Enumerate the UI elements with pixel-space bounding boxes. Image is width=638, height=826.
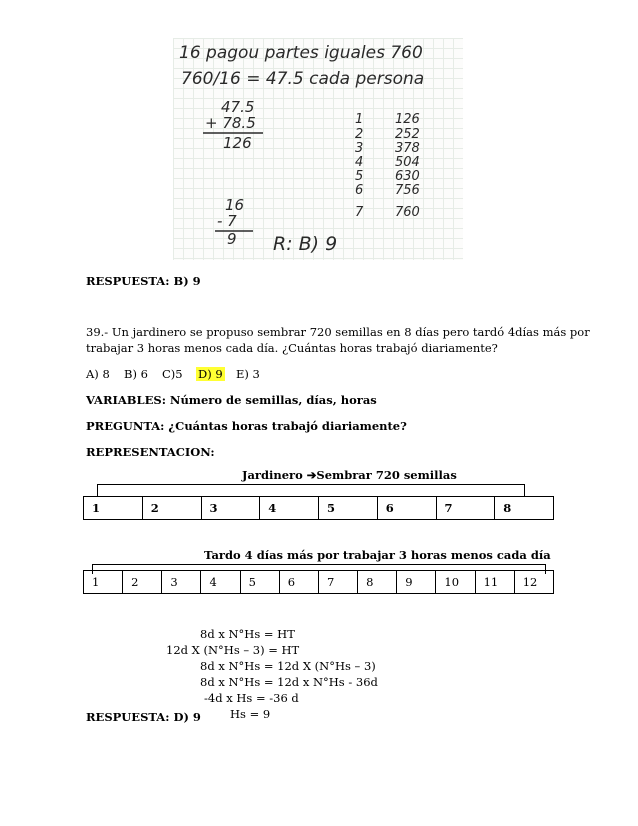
table1-cell: 6 (377, 497, 436, 520)
hw-sub-a: 16 (225, 196, 245, 214)
table1-label (242, 467, 457, 483)
table1-cell: 4 (260, 497, 319, 520)
table1-cell: 1 (84, 497, 143, 520)
table1-cell: 8 (495, 497, 554, 520)
table1-cell: 3 (201, 497, 260, 520)
hw-sub-r: 9 (227, 230, 237, 248)
equation-6: Hs = 9 (230, 707, 271, 721)
equation-2: 12d X (N°Hs – 3) = HT (166, 643, 300, 657)
hw-mult-right-6: 760 (395, 205, 420, 220)
table1-cell: 7 (436, 497, 495, 520)
table1-label-b: Sembrar 720 semillas (316, 468, 457, 482)
option-a: A) 8 (86, 367, 110, 381)
hw-mult-left-6: 7 (355, 205, 364, 220)
hw-mult-right-5: 756 (395, 183, 420, 198)
pregunta: PREGUNTA: ¿Cuántas horas trabajó diariamente? (86, 419, 407, 433)
table2-cell: 8 (358, 571, 397, 594)
arrow-icon: ➔ (306, 468, 317, 482)
hw-add-b: + 78.5 (205, 114, 256, 132)
hw-mult-left-2: 3 (355, 141, 364, 156)
table2-cell: 7 (318, 571, 357, 594)
table2-cell: 6 (279, 571, 318, 594)
table1-cell: 5 (319, 497, 378, 520)
hw-mult-left-0: 1 (355, 112, 364, 127)
table2-cell: 9 (397, 571, 436, 594)
problem-line-2: trabajar 3 horas menos cada día. ¿Cuántas horas trabajó diariamente? (86, 341, 498, 355)
table1-cell: 2 (142, 497, 201, 520)
option-d-highlighted: D) 9 (198, 367, 223, 381)
hw-mult-right-0: 126 (395, 112, 420, 127)
equation-5: -4d x Hs = -36 d (204, 691, 299, 705)
table2-cell: 11 (475, 571, 514, 594)
answer-2: RESPUESTA: D) 9 (86, 710, 201, 724)
hw-add-a: 47.5 (221, 98, 255, 116)
equation-4: 8d x N°Hs = 12d x N°Hs - 36d (200, 675, 378, 689)
hw-sub-b: - 7 (217, 212, 237, 230)
variables: VARIABLES: Número de semillas, días, horas (86, 393, 377, 407)
hw-line1: 16 pagou partes iguales 760 (179, 43, 423, 63)
table2-cell: 3 (162, 571, 201, 594)
option-e: E) 3 (236, 367, 260, 381)
option-c: C)5 (162, 367, 183, 381)
hw-mult-left-1: 2 (355, 127, 364, 142)
hw-mult-left-3: 4 (355, 155, 364, 170)
table2-cell: 2 (123, 571, 162, 594)
equation-3: 8d x N°Hs = 12d X (N°Hs – 3) (200, 659, 376, 673)
hw-mult-left-5: 6 (355, 183, 364, 198)
table1-label-a: Jardinero (242, 468, 307, 482)
hw-mult-right-3: 504 (395, 155, 420, 170)
hw-mult-right-2: 378 (395, 141, 420, 156)
handwritten-work-image (173, 38, 463, 260)
option-b: B) 6 (124, 367, 148, 381)
problem-line-1: 39.- Un jardinero se propuso sembrar 720 semillas en 8 días pero tardó 4días más por (86, 325, 590, 339)
hw-mult-right-1: 252 (395, 127, 420, 142)
answer-1: RESPUESTA: B) 9 (86, 274, 201, 288)
table2-cell: 5 (240, 571, 279, 594)
table2-cell: 10 (436, 571, 475, 594)
table1 (83, 496, 554, 520)
hw-mult-left-4: 5 (355, 169, 364, 184)
equation-1: 8d x N°Hs = HT (200, 627, 295, 641)
table2-cell: 1 (84, 571, 123, 594)
table2-cell: 12 (514, 571, 553, 594)
representacion: REPRESENTACION: (86, 445, 215, 459)
table2-cell: 4 (201, 571, 240, 594)
table2 (83, 570, 554, 594)
hw-mult-right-4: 630 (395, 169, 420, 184)
hw-line2: 760/16 = 47.5 cada persona (181, 69, 425, 89)
hw-answer: R: B) 9 (273, 233, 338, 255)
table2-label: Tardo 4 días más por trabajar 3 horas menos cada día (204, 548, 551, 562)
hw-add-sum: 126 (223, 134, 252, 152)
